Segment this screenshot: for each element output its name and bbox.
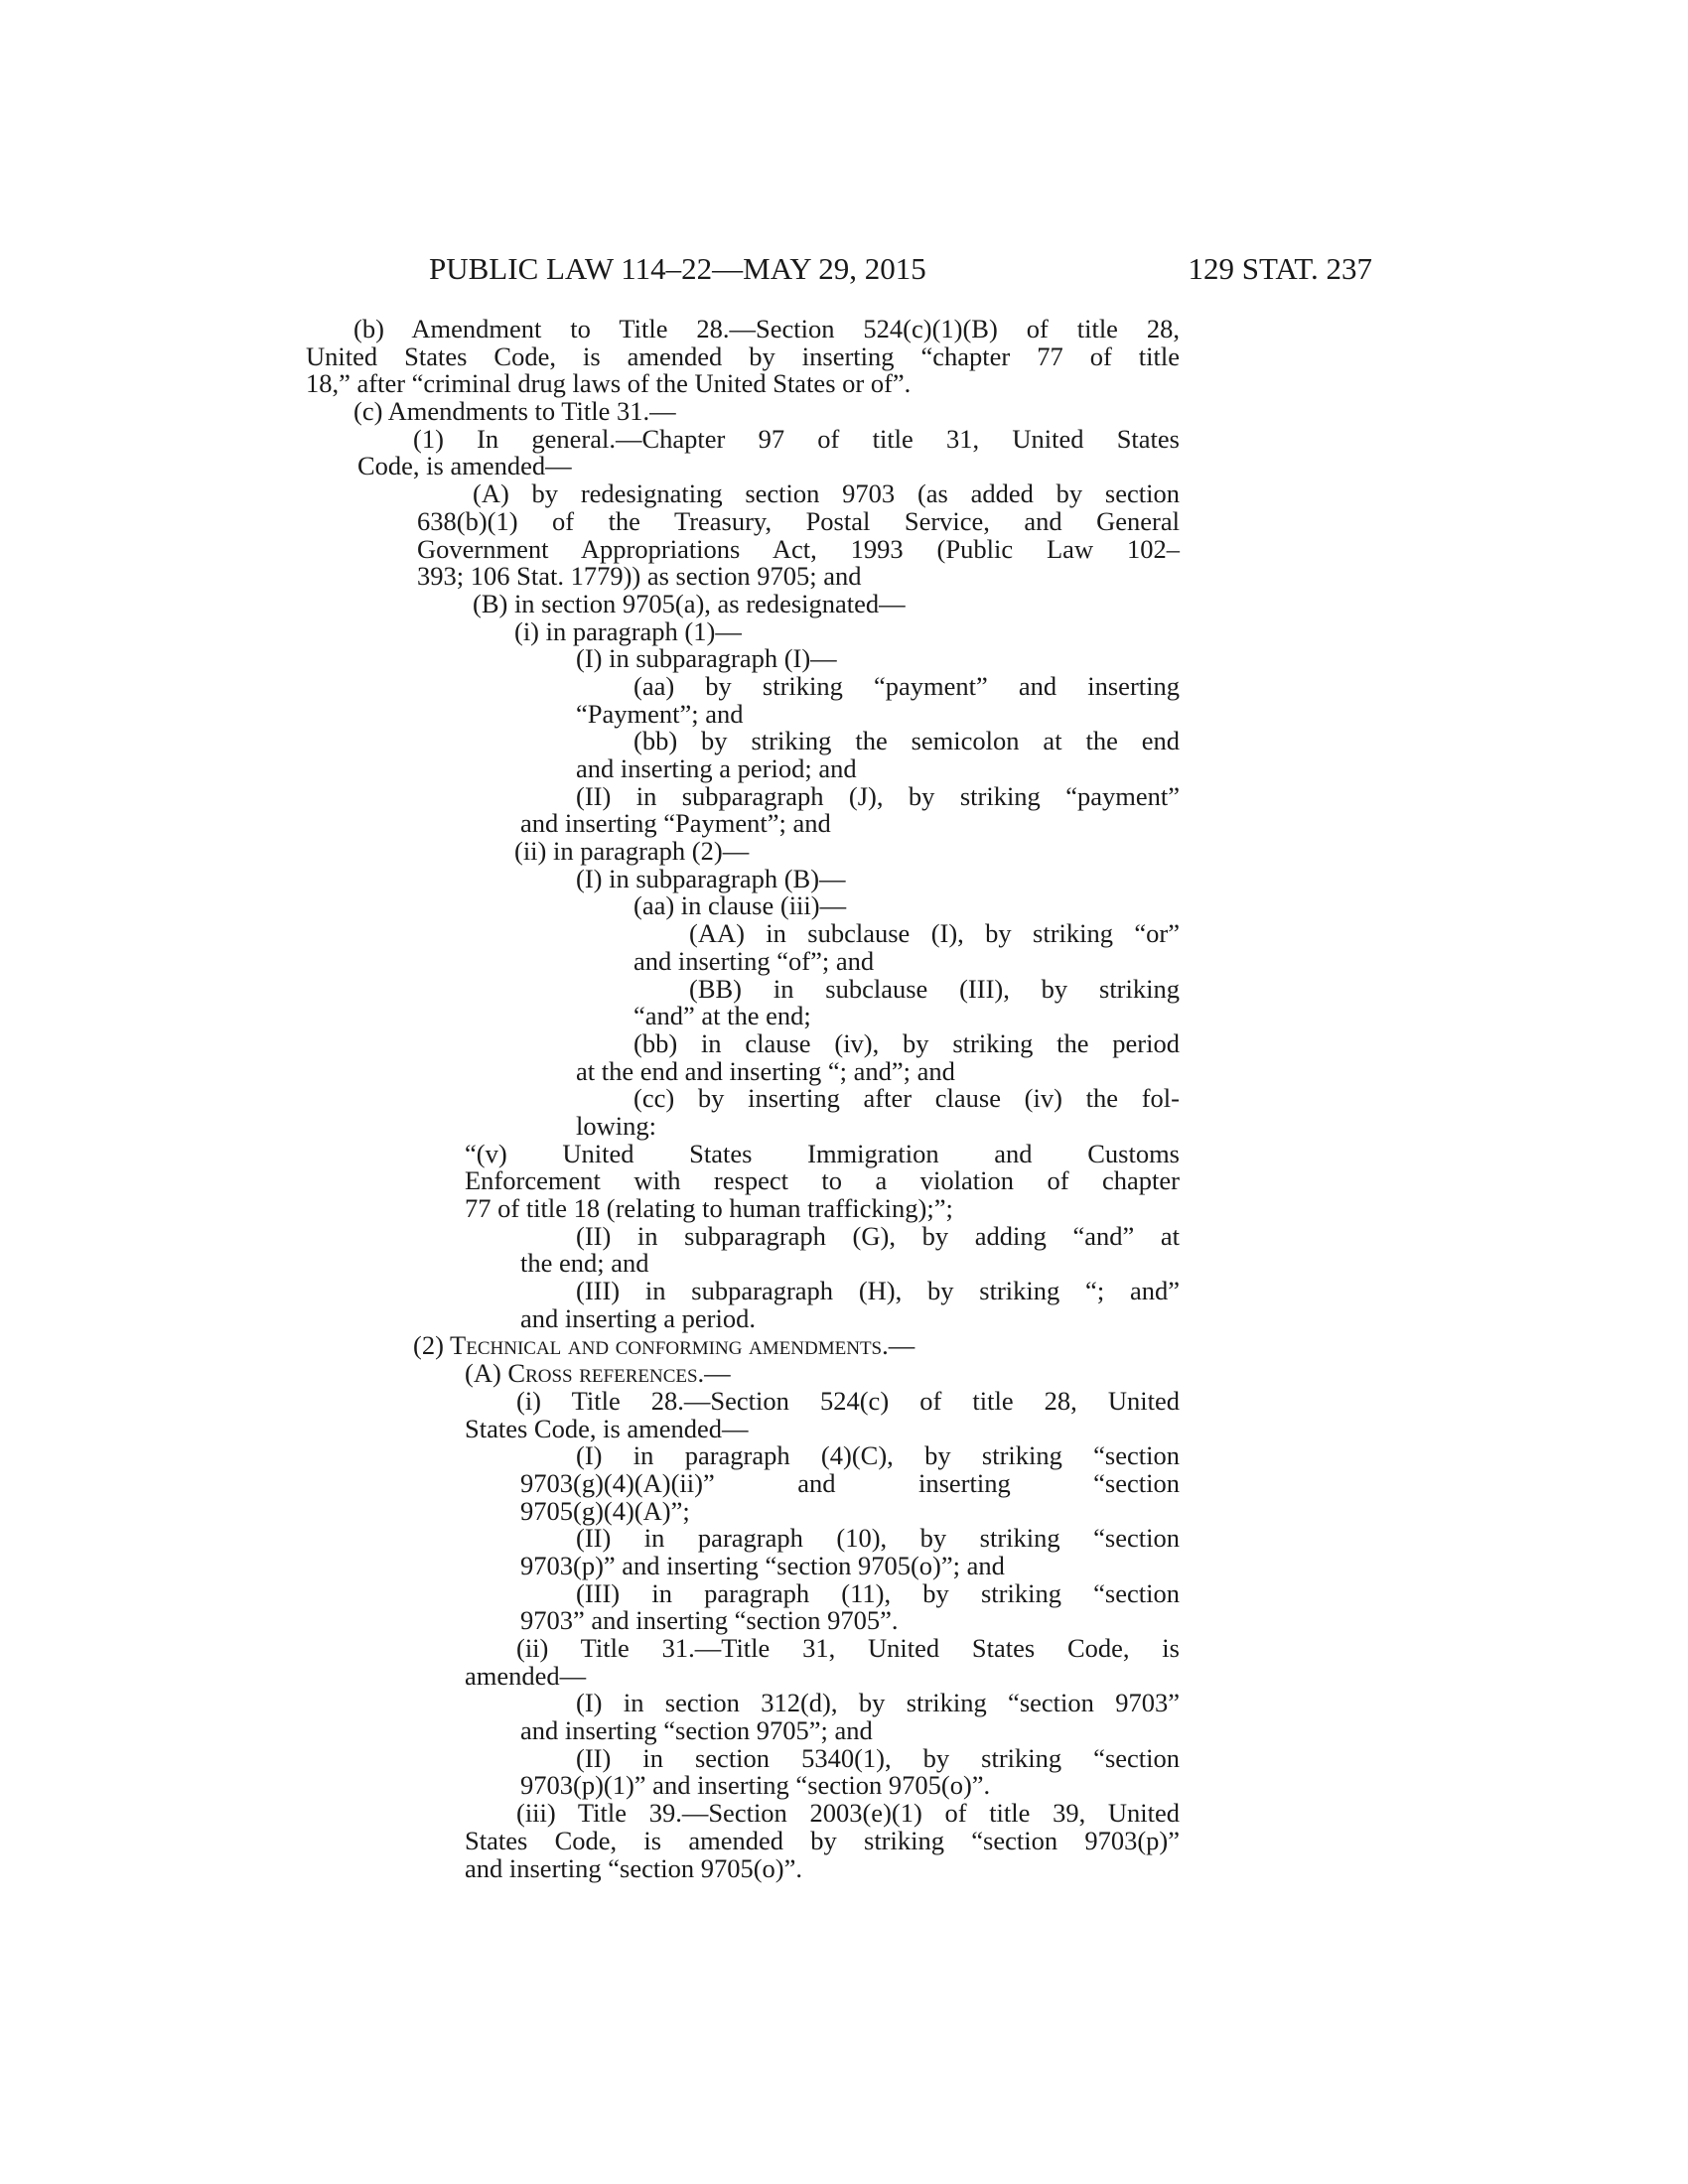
text-line: and inserting a period.: [520, 1302, 756, 1333]
text-line: Code, is amended—: [357, 451, 572, 481]
text-line: lowing:: [576, 1110, 656, 1141]
text-line: (III) in subparagraph (H), by striking “; and”: [576, 1276, 1180, 1306]
text-line: (2) Technical and conforming amendments.—: [413, 1330, 915, 1361]
running-header: [429, 251, 1372, 291]
text-line: United States Code, is amended by inserting “chapter 77 of title: [306, 341, 1180, 371]
text-line: (ii) in paragraph (2)—: [514, 836, 750, 867]
text-line: (A) Cross references.—: [465, 1358, 731, 1389]
text-line: the end; and: [520, 1248, 649, 1279]
text-line: (1) In general.—Chapter 97 of title 31, United States: [413, 423, 1180, 454]
text-line: “and” at the end;: [633, 1001, 811, 1031]
text-line: (II) in subparagraph (J), by striking “payment”: [576, 780, 1180, 811]
text-line: 9703” and inserting “section 9705”.: [520, 1605, 899, 1636]
text-line: 638(b)(1) of the Treasury, Postal Service, and General: [417, 505, 1180, 536]
text-line: (II) in subparagraph (G), by adding “and” at: [576, 1220, 1180, 1251]
text-line: at the end and inserting “; and”; and: [576, 1055, 955, 1086]
text-line: (bb) in clause (iv), by striking the period: [633, 1027, 1180, 1058]
text-line: (aa) by striking “payment” and inserting: [633, 670, 1180, 701]
text-line: and inserting “section 9705”; and: [520, 1715, 873, 1746]
text-line: (B) in section 9705(a), as redesignated—: [473, 588, 906, 618]
text-line: (III) in paragraph (11), by striking “section: [576, 1577, 1180, 1608]
text-line: (b) Amendment to Title 28.—Section 524(c)(1)(B) of title 28,: [353, 314, 1180, 343]
text-line: (I) in subparagraph (I)—: [576, 643, 837, 674]
text-line: (ii) Title 31.—Title 31, United States Code, is: [516, 1633, 1180, 1663]
text-line: (i) in paragraph (1)—: [514, 615, 742, 646]
document-body: [306, 316, 1180, 1882]
text-line: (A) by redesignating section 9703 (as added by section: [473, 478, 1180, 509]
text-line: (iii) Title 39.—Section 2003(e)(1) of title 39, United: [516, 1798, 1180, 1829]
text-line: 9705(g)(4)(A)”;: [520, 1495, 690, 1526]
text-line: “(v) United States Immigration and Customs: [465, 1138, 1180, 1168]
text-line: 77 of title 18 (relating to human trafficking);”;: [465, 1193, 953, 1223]
header-title: PUBLIC LAW 114–22—MAY 29, 2015: [429, 251, 926, 286]
text-line: Enforcement with respect to a violation of chapter: [465, 1165, 1180, 1196]
page-number: 129 STAT. 237: [1188, 251, 1372, 286]
text-line: (II) in section 5340(1), by striking “section: [576, 1742, 1180, 1773]
text-line: 9703(p)(1)” and inserting “section 9705(o)”.: [520, 1770, 991, 1801]
text-line: States Code, is amended—: [465, 1413, 749, 1443]
text-line: States Code, is amended by striking “section 9703(p)”: [465, 1825, 1180, 1855]
text-line: (I) in paragraph (4)(C), by striking “section: [576, 1440, 1180, 1471]
text-line: 18,” after “criminal drug laws of the United States or of”.: [306, 368, 912, 399]
text-line: (BB) in subclause (III), by striking: [689, 973, 1180, 1004]
text-line: (AA) in subclause (I), by striking “or”: [689, 918, 1180, 949]
text-line: Government Appropriations Act, 1993 (Public Law 102–: [417, 533, 1180, 564]
text-line: and inserting “section 9705(o)”.: [465, 1852, 802, 1883]
text-line: (cc) by inserting after clause (iv) the fol-: [633, 1083, 1180, 1114]
text-line: 9703(g)(4)(A)(ii)” and inserting “section: [520, 1467, 1180, 1498]
text-line: amended—: [465, 1660, 587, 1691]
text-line: and inserting a period; and: [576, 753, 857, 783]
text-line: (aa) in clause (iii)—: [633, 890, 847, 921]
text-line: 393; 106 Stat. 1779)) as section 9705; and: [417, 561, 862, 592]
text-line: (I) in section 312(d), by striking “section 9703”: [576, 1688, 1180, 1718]
text-line: (II) in paragraph (10), by striking “section: [576, 1523, 1180, 1554]
text-line: and inserting “Payment”; and: [520, 808, 831, 839]
text-line: (i) Title 28.—Section 524(c) of title 28, United: [516, 1385, 1180, 1416]
text-line: (I) in subparagraph (B)—: [576, 863, 846, 893]
text-line: and inserting “of”; and: [633, 945, 875, 976]
text-line: “Payment”; and: [576, 698, 744, 729]
text-line: (bb) by striking the semicolon at the end: [633, 726, 1180, 756]
text-line: (c) Amendments to Title 31.—: [353, 396, 676, 427]
text-line: 9703(p)” and inserting “section 9705(o)”; and: [520, 1550, 1005, 1580]
